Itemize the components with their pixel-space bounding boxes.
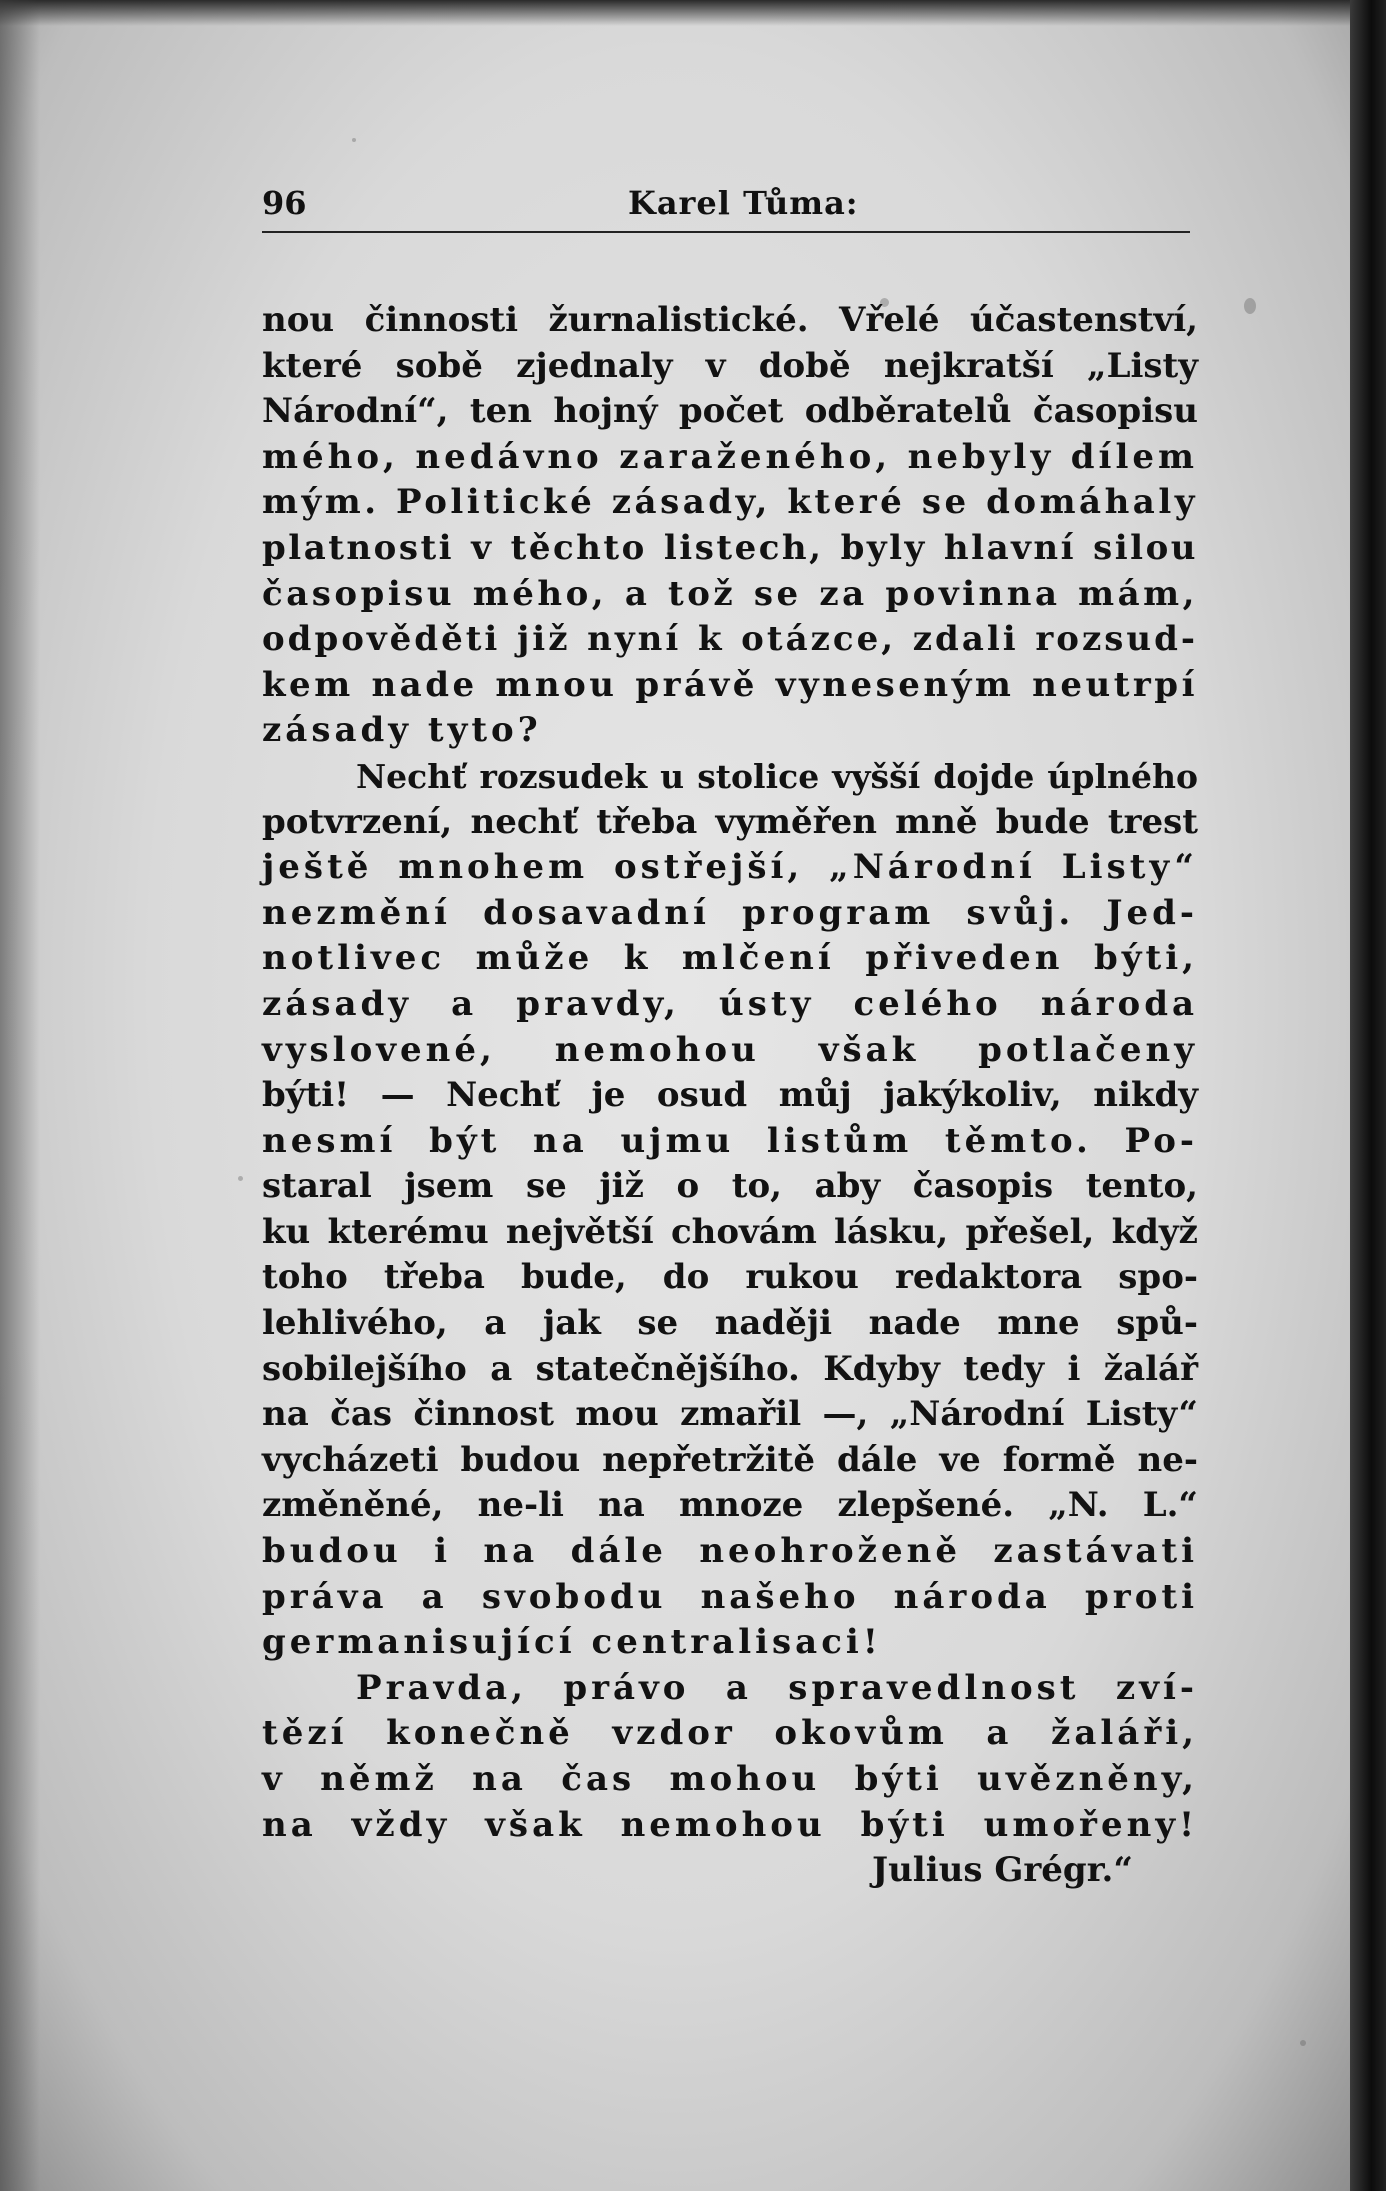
- text-line: toho třeba bude, do rukou redaktora spo-: [262, 1257, 1198, 1298]
- text-line: budou i na dále neohroženě zastávati: [262, 1531, 1198, 1572]
- text-line: zásady a pravdy, ústy celého národa: [262, 983, 1198, 1024]
- text-line: platnosti v těchto listech, byly hlavní silou: [262, 527, 1198, 568]
- header-rule: [262, 231, 1190, 233]
- book-gutter-edge: [1350, 0, 1386, 2191]
- text-line: změněné, ne-li na mnoze zlepšené. „N. L.“: [262, 1485, 1198, 1526]
- text-line: na čas činnost mou zmařil —, „Národní Listy“: [262, 1394, 1198, 1435]
- text-line: býti! — Nechť je osud můj jakýkoliv, nikdy: [262, 1075, 1198, 1116]
- text-line: které sobě zjednaly v době nejkratší „Listy: [262, 345, 1198, 386]
- text-line: časopisu mého, a tož se za povinna mám,: [262, 573, 1198, 614]
- paper-speck: [1300, 2040, 1306, 2046]
- paragraph-start-line: Nechť rozsudek u stolice vyšší dojde úplného: [356, 756, 1198, 796]
- running-title: Karel Tůma:: [628, 184, 859, 222]
- page-number: 96: [262, 184, 307, 222]
- text-line: nesmí být na ujmu listům těmto. Po-: [262, 1120, 1198, 1161]
- paper-speck: [352, 138, 356, 142]
- body-text: [262, 298, 1198, 1894]
- page-left-shadow: [0, 0, 40, 2191]
- text-line: sobilejšího a statečnějšího. Kdyby tedy i žalář: [262, 1348, 1198, 1389]
- text-line: vyslovené, nemohou však potlačeny: [262, 1029, 1198, 1070]
- text-line: zásady tyto?: [262, 710, 542, 751]
- paper-speck: [1244, 298, 1256, 314]
- text-line: práva a svobodu našeho národa proti: [262, 1576, 1198, 1617]
- text-line: Národní“, ten hojný počet odběratelů časopisu: [262, 391, 1198, 432]
- text-line: potvrzení, nechť třeba vyměřen mně bude trest: [262, 801, 1198, 842]
- paper-speck: [238, 1176, 243, 1181]
- page-top-shadow: [0, 0, 1350, 26]
- signature-line: Julius Grégr.“: [872, 1850, 1133, 1891]
- text-line: odpověděti již nyní k otázce, zdali rozsud-: [262, 619, 1198, 660]
- text-line: nou činnosti žurnalistické. Vřelé účastenství,: [262, 300, 1198, 340]
- text-line: lehlivého, a jak se naději nade mne spů-: [262, 1303, 1198, 1344]
- text-line: ještě mnohem ostřejší, „Národní Listy“: [262, 847, 1198, 888]
- text-line: staral jsem se již o to, aby časopis tento,: [262, 1166, 1198, 1207]
- text-line: na vždy však nemohou býti umořeny!: [262, 1804, 1198, 1845]
- text-line: kem nade mnou právě vyneseným neutrpí: [262, 664, 1198, 705]
- text-line: nezmění dosavadní program svůj. Jed-: [262, 892, 1198, 933]
- text-line: tězí konečně vzdor okovům a žaláři,: [262, 1713, 1198, 1754]
- text-line: ku kterému největší chovám lásku, přešel, když: [262, 1211, 1198, 1252]
- text-line: germanisující centralisaci!: [262, 1622, 882, 1663]
- paragraph-start-line: Pravda, právo a spravedlnost zví-: [356, 1667, 1198, 1708]
- text-line: mým. Politické zásady, které se domáhaly: [262, 482, 1198, 523]
- text-line: vycházeti budou nepřetržitě dále ve formě ne-: [262, 1439, 1198, 1480]
- running-header: [262, 184, 1190, 230]
- text-line: mého, nedávno zaraženého, nebyly dílem: [262, 436, 1198, 477]
- text-line: v němž na čas mohou býti uvězněny,: [262, 1759, 1198, 1799]
- text-line: notlivec může k mlčení přiveden býti,: [262, 938, 1198, 979]
